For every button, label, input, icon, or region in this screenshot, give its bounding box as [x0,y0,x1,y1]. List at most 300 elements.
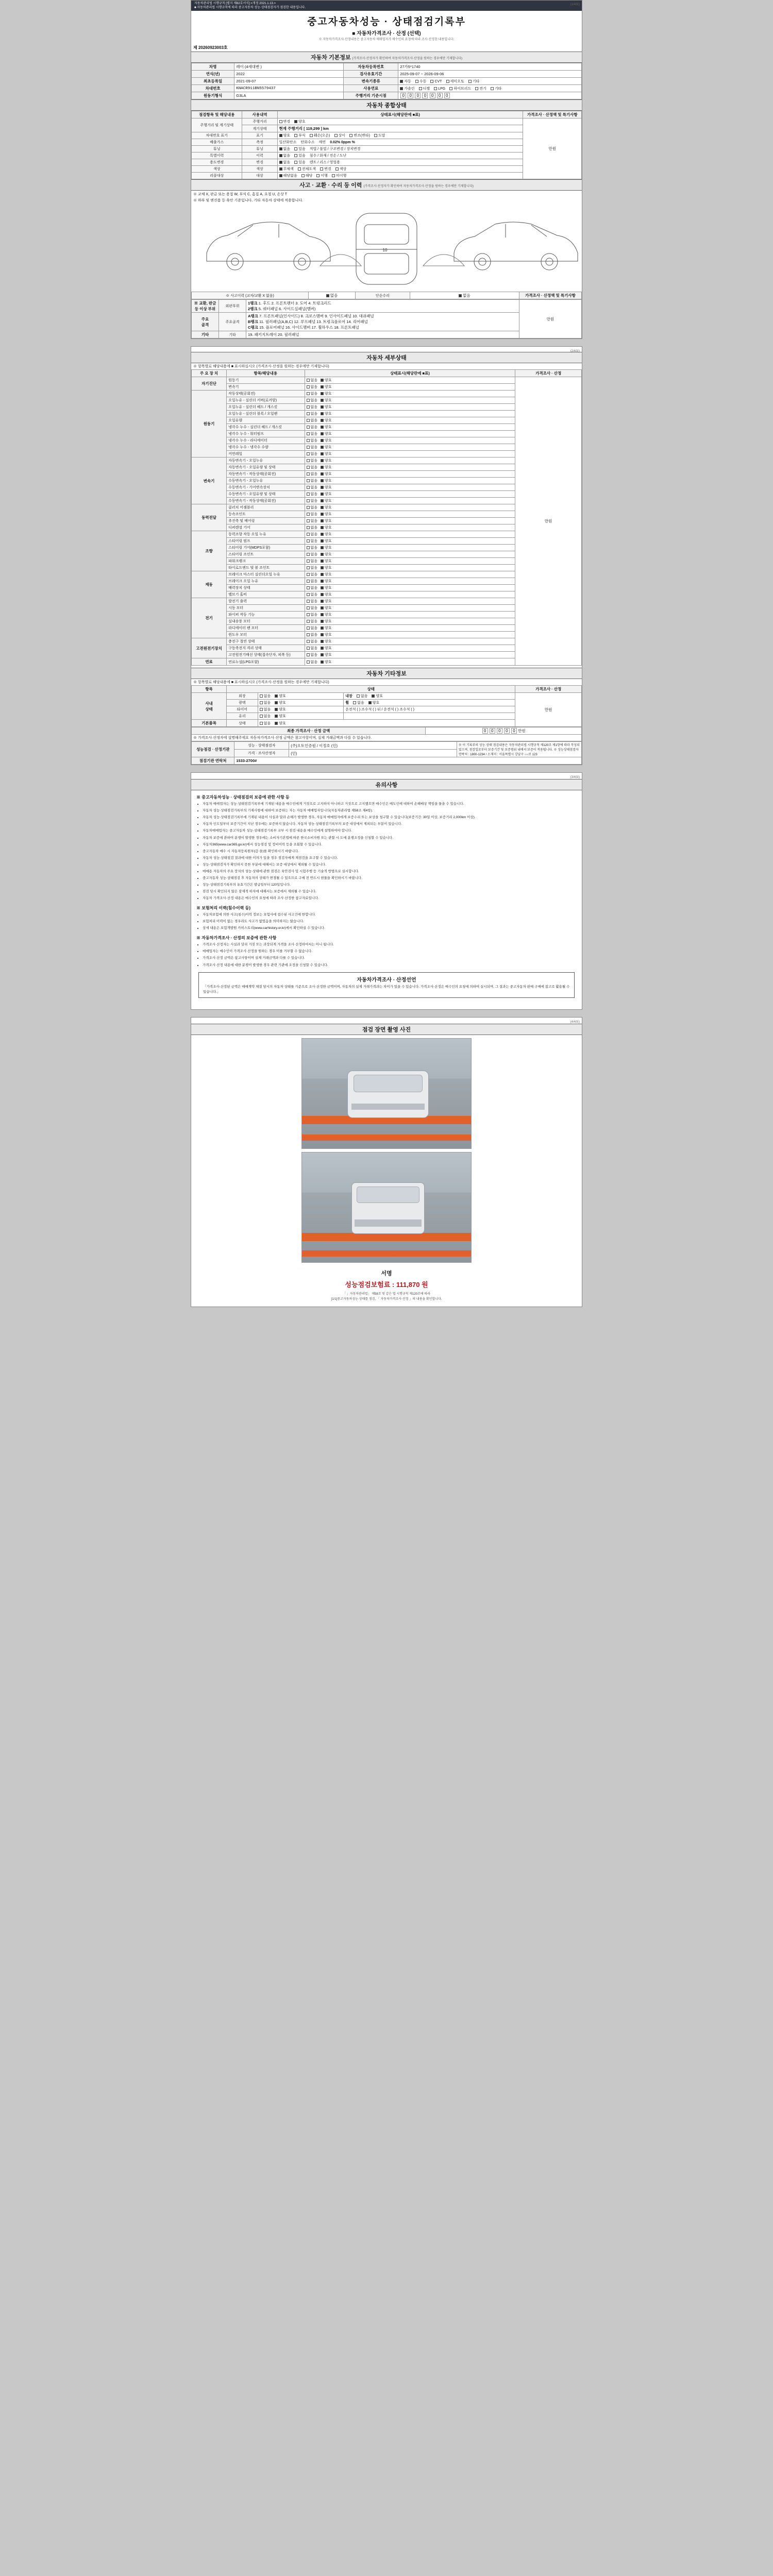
band-etc-note: ※ 항목별로 해당내용에 ■ 표시하십시오 (가격조사·산정을 원하는 경우에만 기재합니다) [193,681,329,685]
detail-item-options[interactable] [305,632,515,638]
overall-chk-4-0[interactable]: 없음 [279,153,291,158]
crash-answer[interactable]: 없음 [309,292,356,299]
basic-label-1: 연식(년) [192,71,234,78]
detail-chk-2-3-0[interactable]: 없음 [307,478,318,483]
notice-item: • 자동차 성능·상태점검 결과에 대한 이의가 있을 경우 점검자에게 재점검을 요구할 수 있습니다. [203,856,575,861]
band-accident-label: 사고 · 교환 · 수리 등 이력 [299,182,362,189]
detail-chk-4-5-0[interactable]: 없음 [307,565,318,570]
overall-chk-1-1[interactable]: 부식 [294,133,306,138]
etc-chk-1-0[interactable]: 없음 [260,700,271,705]
detail-head-2: 상태표시(해당란에 ■표) [305,370,515,377]
etc-basic-items-label: 기본품목 [192,720,227,727]
document-number: 제 20260923003호 [193,45,228,50]
detail-group-5: 제동 [192,571,227,598]
overall-row-label-0: 주행거리 및 계기상태 [192,118,242,132]
emission-values: 0.02% 0ppm % [330,141,355,145]
detail-chk-5-2-1[interactable]: 양호 [321,585,332,590]
detail-chk-2-1-0[interactable]: 없음 [307,465,318,470]
overall-row-opts-0[interactable] [277,118,523,125]
overall-chk-8-3[interactable]: 미이행 [332,173,346,178]
detail-chk-1-9-0[interactable]: 없음 [307,451,318,456]
detail-chk-0-1-1[interactable]: 양호 [321,384,332,389]
detail-item-options[interactable] [305,384,515,391]
detail-chk-1-2-1[interactable]: 양호 [321,404,332,410]
band-overall-label: 자동차 종합상태 [366,103,407,109]
detail-chk-4-0-1[interactable]: 양호 [321,532,332,537]
detail-item-label: 원동기 [227,377,305,384]
crash-question: ※ 사고이력 (교차/교환 X 없음) [192,292,309,299]
section-band-accident [191,179,582,191]
detail-item-label: 냉각수 누수 - 실린더 헤드 / 개스킷 [227,424,305,431]
detail-item-label: 브레이크 오일 누유 [227,578,305,585]
detail-item-label: 수동변속기 - 오일누유 [227,478,305,484]
detail-chk-1-3-1[interactable]: 양호 [321,411,332,416]
inspector-row-1-label: 가격 · 조사산정자 [234,750,289,757]
detail-chk-5-3-0[interactable]: 없음 [307,592,318,597]
section-band-etc [191,668,582,679]
detail-item-label: 라디에이터 팬 모터 [227,625,305,632]
detail-chk-0-0-1[interactable]: 양호 [321,378,332,383]
overall-chk-4-1[interactable]: 있음 [294,153,306,158]
detail-item-options[interactable] [305,571,515,578]
detail-item-options[interactable] [305,518,515,524]
notice-list-1 [191,802,582,901]
detail-chk-4-2-0[interactable]: 없음 [307,545,318,550]
overall-chk-1-3[interactable]: 상이 [334,133,346,138]
parts-sec-0: 외판부위 [219,300,246,313]
detail-item-label: 스티어링 조인트 [227,551,305,558]
detail-chk-1-2-0[interactable]: 없음 [307,404,318,410]
transmission-opt-2[interactable]: CVT [430,80,442,83]
basic-value-3: KNACR911BN5579437 [234,85,344,92]
inspector-row-0-label: 성능 · 상태점검자 [234,742,289,750]
detail-chk-1-8-1[interactable]: 양호 [321,445,332,450]
overall-chk-5-1[interactable]: 있음 [294,160,306,165]
overall-row-label-7: 리콜대상 [192,173,242,179]
overall-chk-1-4[interactable]: 변조(변타) [349,133,370,138]
detail-chk-5-0-0[interactable]: 없음 [307,572,318,577]
detail-chk-2-2-0[interactable]: 없음 [307,471,318,477]
detail-item-label: 오일유량 [227,417,305,424]
fuel-opt-1[interactable]: 디젤 [419,86,430,91]
detail-chk-3-2-1[interactable]: 양호 [321,518,332,523]
detail-chk-6-0-1[interactable]: 양호 [321,599,332,604]
detail-chk-6-0-0[interactable]: 없음 [307,599,318,604]
notice-item: • 자동차 성능·상태점검기록부의 기재사항에 대하여 보증하는 자는 자동차 매매업자입니다(자동차관리법 제58조 제4항). [203,808,575,814]
etc-head-2: 가격조사 · 산정 [515,686,582,693]
section-band-notice [191,779,582,790]
overall-right-col [523,118,582,179]
detail-item-label: 구동축전지 격리 상태 [227,645,305,652]
inspector-phone-label: 점검기관 연락처 [192,757,234,765]
parts-row-1-0: A랭크 7. 프론트패널(인사이드) 8. 크로스멤버 9. 인사이드패널 10. 대쉬패널 [247,314,374,319]
detail-chk-1-4-0[interactable]: 없음 [307,418,318,423]
notice-item: • 중고자동차 성능·상태점검 후 자동차의 상태가 변경될 수 있으므로 구매 전 반드시 현물을 확인하시기 바랍니다. [203,876,575,881]
notice-item: • 가격조사·산정자는 사실과 달리 거짓 또는 과장되게 가격을 조사·산정하여서는 아니 됩니다. [203,942,575,947]
etc-row-3-opts[interactable] [258,713,344,720]
detail-chk-4-4-0[interactable]: 없음 [307,558,318,564]
detail-item-options[interactable] [305,652,515,658]
etc-chk-0-2[interactable]: 없음 [357,693,368,699]
detail-item-options[interactable] [305,397,515,404]
fuel-opt-2[interactable]: LPG [434,87,445,91]
detail-item-options[interactable] [305,625,515,632]
detail-chk-6-3-0[interactable]: 없음 [307,619,318,624]
etc-row-0-opts[interactable] [258,693,344,700]
basic-info-table [191,63,582,99]
detail-item-options[interactable] [305,538,515,545]
detail-item-label: 수동변속기 - 기어변속장치 [227,484,305,491]
overall-chk-1-5[interactable]: 도말 [374,133,385,138]
simple-question: 단순수리 [355,292,410,299]
car-damage-diagram [191,204,582,292]
page-2 [191,346,582,765]
total-digit-2: 0 [497,728,502,734]
etc-chk-0-0[interactable]: 없음 [260,693,271,699]
notice-item: • 매매용 자동차의 주요 장치의 성능·상태에 관한 점검은 육안검사 및 시험주행 등 기술적 방법으로 실시합니다. [203,869,575,874]
overall-state-table [191,111,582,179]
notice-item: • 자동차매매업자는 중고자동차 성능·상태점검기록부 교부 시 점검 내용을 매수인에게 설명하여야 합니다. [203,828,575,834]
overall-chk-8-2[interactable]: 이행 [316,173,328,178]
detail-chk-2-0-1[interactable]: 양호 [321,458,332,463]
etc-chk-1-2[interactable]: 없음 [353,700,364,705]
overall-chk-8-0[interactable]: 해당없음 [279,173,297,178]
basic-value-0: 레이 (4세대밴 ) [234,63,344,71]
overall-chk-6-3[interactable]: 색상 [335,166,347,172]
detail-chk-1-9-1[interactable]: 양호 [321,451,332,456]
detail-item-options[interactable] [305,478,515,484]
detail-chk-1-7-1[interactable]: 양호 [321,438,332,443]
total-digit-0: 0 [482,728,488,734]
detail-item-label: 디퍼렌셜 기어 [227,524,305,531]
overall-chk-1-2[interactable]: 훼손(오손) [310,133,330,138]
overall-chk-0-0[interactable]: 변경 [279,119,291,124]
overall-chk-6-1[interactable]: 전체도색 [298,166,316,172]
overall-row-sub-0b: 계기상태 [242,125,277,132]
detail-chk-3-1-1[interactable]: 양호 [321,512,332,517]
transmission-options[interactable] [398,78,582,85]
detail-item-label: 냉각수 누수 - 라디에이터 [227,437,305,444]
detail-chk-3-3-1[interactable]: 양호 [321,525,332,530]
overall-row-opts-3[interactable] [277,146,523,152]
detail-chk-5-3-1[interactable]: 양호 [321,592,332,597]
accident-parts-table [191,299,582,338]
detail-item-options[interactable] [305,471,515,478]
detail-chk-1-5-0[interactable]: 없음 [307,425,318,430]
etc-chk-2-0[interactable]: 없음 [260,707,271,712]
detail-item-label: 와이퍼 작동 기능 [227,612,305,618]
detail-chk-2-6-0[interactable]: 없음 [307,498,318,503]
detail-chk-4-5-1[interactable]: 양호 [321,565,332,570]
band-detail-label: 자동차 세부상태 [366,355,407,362]
detail-chk-3-2-0[interactable]: 없음 [307,518,318,523]
detail-chk-6-3-1[interactable]: 양호 [321,619,332,624]
fuel-options[interactable] [398,85,582,92]
detail-item-options[interactable] [305,391,515,397]
detail-chk-1-8-0[interactable]: 없음 [307,445,318,450]
detail-chk-7-2-1[interactable]: 양호 [321,652,332,657]
table-row [192,377,582,384]
page-subnote: ※ 자동차가격조사·산정내용은 중고자동차 매매업자가 매수인의 요청에 따라 조사·산정한 내용입니다. [318,38,455,42]
detail-chk-6-4-1[interactable]: 양호 [321,625,332,631]
overall-row-opts-1[interactable] [277,132,523,139]
detail-chk-8-0-1[interactable]: 양호 [321,659,332,665]
etc-row-2-opts[interactable] [258,706,344,713]
detail-item-options[interactable] [305,565,515,571]
etc-chk-0-1[interactable]: 양호 [275,693,286,699]
detail-item-options[interactable] [305,431,515,437]
detail-chk-1-4-1[interactable]: 양호 [321,418,332,423]
etc-basic-chk-0[interactable]: 없음 [260,721,271,726]
detail-item-options[interactable] [305,504,515,511]
etc-basic-items-sub: 상태 [227,720,258,727]
detail-item-label: 파워크랭크 [227,558,305,565]
detail-item-options[interactable] [305,585,515,591]
overall-row-sub-6: 색상 [242,166,277,173]
detail-item-options[interactable] [305,645,515,652]
transmission-opt-3[interactable]: 세미오토 [446,79,464,84]
detail-chk-3-3-0[interactable]: 없음 [307,525,318,530]
page-code-4: (4/4面) [570,1021,580,1024]
overall-chk-3-0[interactable]: 없음 [279,146,291,151]
detail-chk-2-1-1[interactable]: 양호 [321,465,332,470]
detail-chk-2-5-0[interactable]: 없음 [307,492,318,497]
detail-item-options[interactable] [305,618,515,625]
overall-row-sub-0: 주행거리 [242,118,277,125]
overall-chk-6-2[interactable]: 변경 [320,166,331,172]
detail-item-options[interactable] [305,545,515,551]
mileage-digit-3: 0 [422,93,428,98]
overall-chk-3-1[interactable]: 있음 [294,146,306,151]
detail-item-options[interactable] [305,417,515,424]
overall-row-label-4: 특별이력 [192,152,242,159]
etc-row-3-x [344,713,515,720]
fuel-opt-0[interactable]: 가솔린 [400,86,414,91]
detail-item-options[interactable] [305,444,515,451]
etc-basic-items-opts[interactable] [258,720,515,727]
detail-item-label: 고전원전기배선 상태(접속단자, 피복 등) [227,652,305,658]
overall-chk-5-0[interactable]: 없음 [279,160,291,165]
detail-chk-4-4-1[interactable]: 양호 [321,558,332,564]
detail-chk-2-3-1[interactable]: 양호 [321,478,332,483]
overall-right-val: 만원 [548,146,556,151]
overall-row-sub-3: 튜닝 [242,146,277,152]
detail-item-options[interactable] [305,491,515,498]
detail-item-options[interactable] [305,511,515,518]
detail-chk-1-1-1[interactable]: 양호 [321,398,332,403]
basic-label2-1: 검사유효기간 [344,71,398,78]
detail-item-options[interactable] [305,638,515,645]
detail-chk-0-0-0[interactable]: 없음 [307,378,318,383]
detail-chk-2-6-1[interactable]: 양호 [321,498,332,503]
overall-row-label-2: 배출가스 [192,139,242,146]
detail-item-options[interactable] [305,498,515,504]
overall-chk-1-0[interactable]: 양호 [279,133,291,138]
detail-item-label: 스티어링 펌프 [227,538,305,545]
detail-chk-1-6-0[interactable]: 없음 [307,431,318,436]
detail-chk-1-1-0[interactable]: 없음 [307,398,318,403]
notice-item: • 자동차 인도일부터 보증기간이 지난 경우에는 보증하지 않습니다. 자동차 성능·상태점검기록부의 보증 대상에서 제외되는 부분이 있습니다. [203,822,575,827]
detail-item-options[interactable] [305,551,515,558]
detail-chk-1-5-1[interactable]: 양호 [321,425,332,430]
etc-row-0-name: 외장 [227,693,258,700]
detail-chk-1-0-1[interactable]: 양호 [321,391,332,396]
detail-item-options[interactable] [305,437,515,444]
etc-chk-3-0[interactable]: 없음 [260,714,271,719]
detail-chk-0-1-0[interactable]: 없음 [307,384,318,389]
etc-chk-1-3[interactable]: 양호 [368,700,380,705]
detail-chk-5-2-0[interactable]: 없음 [307,585,318,590]
detail-item-label: 등속조인트 [227,511,305,518]
detail-item-options[interactable] [305,484,515,491]
detail-chk-6-2-0[interactable]: 없음 [307,612,318,617]
detail-chk-7-2-0[interactable]: 없음 [307,652,318,657]
detail-chk-3-0-0[interactable]: 없음 [307,505,318,510]
transmission-opt-1[interactable]: 수동 [415,79,427,84]
detail-chk-5-0-1[interactable]: 양호 [321,572,332,577]
detail-item-options[interactable] [305,598,515,605]
detail-chk-1-7-0[interactable]: 없음 [307,438,318,443]
etc-chk-2-1[interactable]: 양호 [275,707,286,712]
transmission-opt-4[interactable]: 기타 [468,79,480,84]
parts-sec-1: 주요골격 [219,313,246,331]
detail-item-options[interactable] [305,524,515,531]
detail-chk-1-0-0[interactable]: 없음 [307,391,318,396]
detail-chk-4-1-1[interactable]: 양호 [321,538,332,544]
detail-item-options[interactable] [305,451,515,457]
overall-chk-8-1[interactable]: 해당 [301,173,313,178]
detail-head-0: 주 요 장 치 [192,370,227,377]
page-subtitle: ■ 자동차가격조사 · 산정 (선택) [352,31,421,37]
detail-chk-3-1-0[interactable]: 없음 [307,512,318,517]
detail-item-options[interactable] [305,404,515,411]
detail-chk-4-2-1[interactable]: 양호 [321,545,332,550]
basic-label2-3: 사용연료 [344,85,398,92]
etc-row-1-opts[interactable] [258,700,344,706]
detail-item-label: 윈도우 모터 [227,632,305,638]
detail-chk-4-0-0[interactable]: 없음 [307,532,318,537]
detail-item-label: 타이로드엔드 및 볼 조인트 [227,565,305,571]
detail-item-options[interactable] [305,558,515,565]
etc-row-1-x[interactable]: 휠 없음 양호 [344,700,515,706]
etc-row-0-x[interactable]: 내장 없음 양호 [344,693,515,700]
detail-item-options[interactable] [305,377,515,384]
band-detail-note: ※ 항목별로 해당내용에 ■ 표시하십시오 (가격조사·산정을 원하는 경우에만 기재합니다) [193,365,329,369]
overall-row-sub-7: 대상 [242,173,277,179]
etc-chk-0-3[interactable]: 양호 [372,693,383,699]
inspector-guide: ※ 이 기록부의 성능·상태 점검내용은 자동차관리법 시행규칙 제120조 제1항에 따라 작성되었으며, 점검일로부터 보증기간 및 보증범위 내에서 보증이 적용됩니다. ※ 성능상태점검자 연락처 : 1800-1234 / 소재지 : 서울특별시 강남구 ○○로 123 [457,742,581,757]
parts-row-0-1: 2랭크 5. 쿼터패널 6. 사이드실패널(멤버) [247,307,316,312]
etc-group-label: 사내 상태 [192,693,227,720]
notice-item: • 자동차보험에 의한 사고(침수)이력 정보는 보험사에 접수된 사고건에 한합니다. [203,912,575,918]
detail-chk-6-5-0[interactable]: 없음 [307,632,318,637]
detail-item-options[interactable] [305,578,515,585]
fuel-opt-4[interactable]: 전기 [475,86,486,91]
detail-item-label: 충전구 절연 상태 [227,638,305,645]
fuel-opt-5[interactable]: 기타 [491,86,502,91]
detail-item-label: 발전기 출력 [227,598,305,605]
rear-window [357,1187,419,1203]
overall-chk-0-1[interactable]: 양호 [294,119,306,124]
etc-basic-chk-1[interactable]: 양호 [275,721,286,726]
detail-chk-1-3-0[interactable]: 없음 [307,411,318,416]
detail-item-options[interactable] [305,411,515,417]
lift-rail-front-2 [302,1134,472,1141]
detail-item-label: 브레이크 마스터 실린더오일 누유 [227,571,305,578]
detail-item-options[interactable] [305,612,515,618]
detail-chk-5-1-0[interactable]: 없음 [307,579,318,584]
detail-chk-4-3-1[interactable]: 양호 [321,552,332,557]
detail-chk-7-1-0[interactable]: 없음 [307,646,318,651]
detail-table-body [192,377,582,666]
detail-item-options[interactable] [305,531,515,538]
etc-chk-3-1[interactable]: 양호 [275,714,286,719]
detail-item-label: 오일누유 - 실린더 커버(로커암) [227,397,305,404]
detail-chk-4-1-0[interactable]: 없음 [307,538,318,544]
detail-item-label: 커먼레일 [227,451,305,457]
transmission-opt-0[interactable]: 자동 [400,79,411,84]
overall-row-sub-2: 측정 [242,139,277,146]
detail-chk-6-5-1[interactable]: 양호 [321,632,332,637]
detail-item-options[interactable] [305,464,515,471]
detail-chk-3-0-1[interactable]: 양호 [321,505,332,510]
basic-value-2: 2021-09-07 [234,78,344,85]
detail-item-options[interactable] [305,457,515,464]
detail-item-label: 자동변속기 - 작동상태(공회전) [227,471,305,478]
notice-item: • 중고자동차 매수 시 자동차등록원부(갑·을)를 확인하시기 바랍니다. [203,849,575,854]
detail-chk-1-6-1[interactable]: 양호 [321,431,332,436]
detail-item-options[interactable] [305,591,515,598]
band-accident-note: (가격조사·산정자가 확인하여 자동차가격조사·산정을 원하는 경우에만 기재합니다) [363,185,474,189]
detail-chk-2-0-0[interactable]: 없음 [307,458,318,463]
mileage-digits [398,92,582,99]
detail-item-label: 시동 모터 [227,605,305,612]
detail-item-options[interactable] [305,658,515,666]
mileage-digit-1: 0 [408,93,413,98]
inspection-photo-rear [301,1152,472,1263]
detail-chk-5-1-1[interactable]: 양호 [321,579,332,584]
overall-mileage-value: 현재 주행거리 [ 119,299 ] km [277,125,523,132]
detail-chk-6-1-1[interactable]: 양호 [321,605,332,611]
detail-chk-6-1-0[interactable]: 없음 [307,605,318,611]
detail-item-options[interactable] [305,605,515,612]
overall-head-2: 가격조사 · 산정액 및 특기사항 [523,111,582,118]
price-value: 111,870 원 [396,1281,428,1289]
overall-chk-6-0[interactable]: 무채색 [279,166,294,172]
overall-row-opts-7[interactable] [277,173,523,179]
etc-chk-1-1[interactable]: 양호 [275,700,286,705]
detail-chk-4-3-0[interactable]: 없음 [307,552,318,557]
detail-chk-6-2-1[interactable]: 양호 [321,612,332,617]
detail-chk-2-4-1[interactable]: 양호 [321,485,332,490]
detail-chk-7-0-1[interactable]: 양호 [321,639,332,644]
fuel-opt-3[interactable]: 하이브리드 [449,86,471,91]
basic-value-1: 2022 [234,71,344,78]
detail-item-options[interactable] [305,424,515,431]
page-title: 중고자동차성능 · 상태점검기록부 [307,16,466,28]
detail-chk-6-4-0[interactable]: 없음 [307,625,318,631]
overall-row-opts-4[interactable] [277,152,523,159]
detail-chk-2-2-1[interactable]: 양호 [321,471,332,477]
overall-row-opts-6[interactable] [277,166,523,173]
overall-row-opts-5[interactable] [277,159,523,166]
detail-chk-7-0-0[interactable]: 없음 [307,639,318,644]
detail-chk-2-5-1[interactable]: 양호 [321,492,332,497]
detail-chk-2-4-0[interactable]: 없음 [307,485,318,490]
detail-chk-7-1-1[interactable]: 양호 [321,646,332,651]
detail-chk-8-0-0[interactable]: 없음 [307,659,318,665]
simple-answer[interactable]: 없음 [410,292,519,299]
